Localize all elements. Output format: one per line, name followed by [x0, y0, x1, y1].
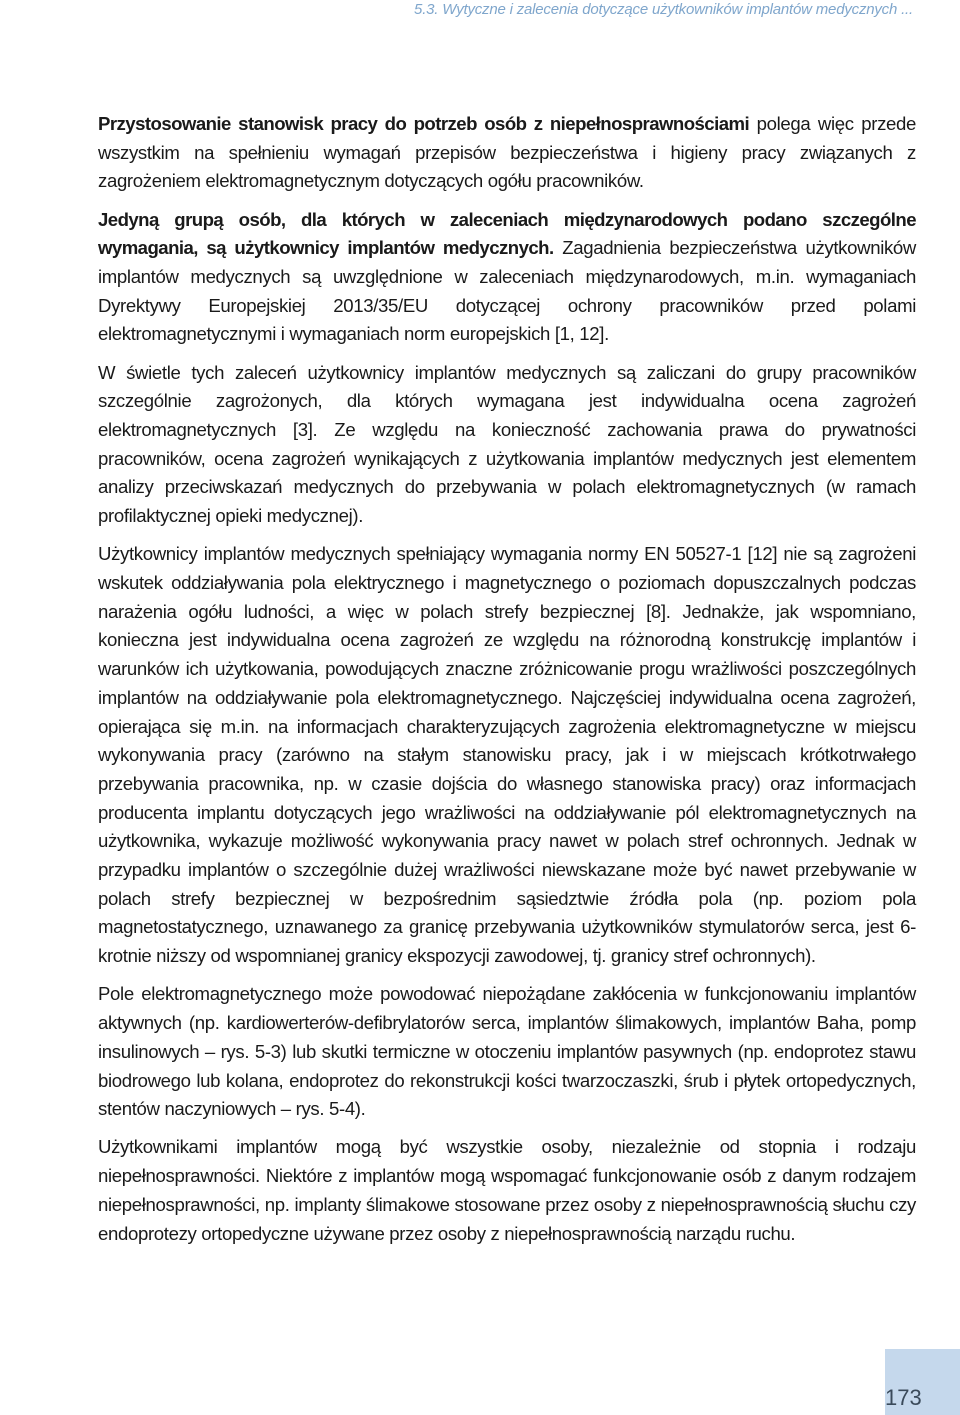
page-number: 173: [885, 1385, 922, 1410]
paragraph-5: [98, 980, 916, 1124]
paragraph-2-text: Zagadnienia bezpieczeństwa użytkowników implantów medycznych są uwzględnione w zaleceniach międzynarodowych, m.in. wymaganiach Dyrektywy Europejskiej 2013/35/EU dotyczącej ochrony pracowników przed polami elektromagnetycznymi i wymaganiach norm europejskich [1, 12].: [98, 237, 916, 345]
paragraph-3-text: W świetle tych zaleceń użytkownicy implantów medycznych są zaliczani do grupy pracowników szczególnie zagrożonych, dla których wymagana jest indywidualna ocena zagrożeń elektromagnetycznych [3]. Ze względu na konieczność zachowania prawa do prywatności pracowników, ocena zagrożeń wynikających z użytkowania implantów medycznych jest elementem analizy przeciwskazań medycznych do przebywania w polach elektromagnetycznych (w ramach profilaktycznej opieki medycznej).: [98, 361, 916, 527]
paragraph-2-lead: Jedyną grupą osób, dla których w zaleceniach międzynarodowych podano szczególne wymagania, są użytkownicy implantów medycznych.: [98, 208, 916, 259]
paragraph-5-text: Pole elektromagnetycznego może powodować niepożądane zakłócenia w funkcjonowaniu implantów aktywnych (np. kardiowerterów-defibrylatorów serca, implantów ślimakowych, implantów Baha, pomp insulinowych – rys. 5-3) lub skutki termiczne w otoczeniu implantów pasywnych (np. endoprotez stawu biodrowego lub kolana, endoprotez do rekonstrukcji kości twarzoczaszki, śrub i płytek ortopedycznych, stentów naczyniowych – rys. 5-4).: [98, 983, 916, 1120]
paragraph-6-text: Użytkownikami implantów mogą być wszystkie osoby, niezależnie od stopnia i rodzaju niepełnosprawności. Niektóre z implantów mogą wspomagać funkcjonowanie osób z danym rodzajem niepełnosprawności, np. implanty ślimakowe stosowane przez osoby z niepełnosprawnością słuchu czy endoprotezy ortopedyczne używane przez osoby z niepełnosprawnością narządu ruchu.: [98, 1136, 916, 1244]
paragraph-4-text: Użytkownicy implantów medycznych spełniający wymagania normy EN 50527-1 [12] nie są zagrożeni wskutek oddziaływania pola elektrycznego i magnetycznego o poziomach dopuszczalnych podczas narażenia ogółu ludności, a więc w polach strefy bezpiecznej [8]. Jednakże, jak wspomniano, konieczna jest indywidualna ocena zagrożeń ze względu na różnorodną konstrukcję implantów i warunków ich użytkowania, powodujących znaczne zróżnicowanie progu wrażliwości poszczególnych implantów na oddziaływanie pola elektromagnetycznego. Najczęściej indywidualna ocena zagrożeń, opierająca się m.in. na informacjach charakteryzujących zagrożenia elektromagnetyczne w miejscu wykonywania pracy (zarówno na stałym stanowisku pracy, jak i w miejscach krótkotrwałego przebywania pracownika, np. w czasie dojścia do własnego stanowiska pracy) oraz informacjach producenta implantu dotyczących jego wrażliwości na oddziaływanie pól elektromagnetycznych na użytkownika, wykazuje możliwość wykonywania pracy nawet w polach stref ochronnych. Jednak w przypadku implantów o szczególnie dużej wrażliwości niewskazane może być nawet przebywanie w polach strefy bezpiecznej w bezpośrednim sąsiedztwie źródła pola (np. poziom pola magnetostatycznego, uznawanego za granicę przebywania użytkowników stymulatorów serca, jest 6-krotnie niższy od wspomnianej granicy ekspozycji zawodowej, tj. granicy stref ochronnych).: [98, 543, 916, 967]
paragraph-1: [98, 110, 916, 196]
running-header: [0, 0, 960, 20]
paragraph-1-text: polega więc przede wszystkim na spełnieniu wymagań przepisów bezpieczeństwa i higieny pracy związanych z zagrożeniem elektromagnetycznym dotyczących ogółu pracowników.: [98, 113, 916, 192]
running-header-title: 5.3. Wytyczne i zalecenia dotyczące użytkowników implantów medycznych ...: [414, 1, 913, 18]
paragraph-2: [98, 206, 916, 350]
body-text: [98, 110, 916, 1258]
paragraph-4: [98, 540, 916, 971]
paragraph-3: [98, 359, 916, 531]
paragraph-6: [98, 1133, 916, 1248]
page-number-tab: [885, 1349, 960, 1415]
paragraph-1-lead: Przystosowanie stanowisk pracy do potrzeb osób z niepełnosprawnościami: [98, 113, 750, 134]
